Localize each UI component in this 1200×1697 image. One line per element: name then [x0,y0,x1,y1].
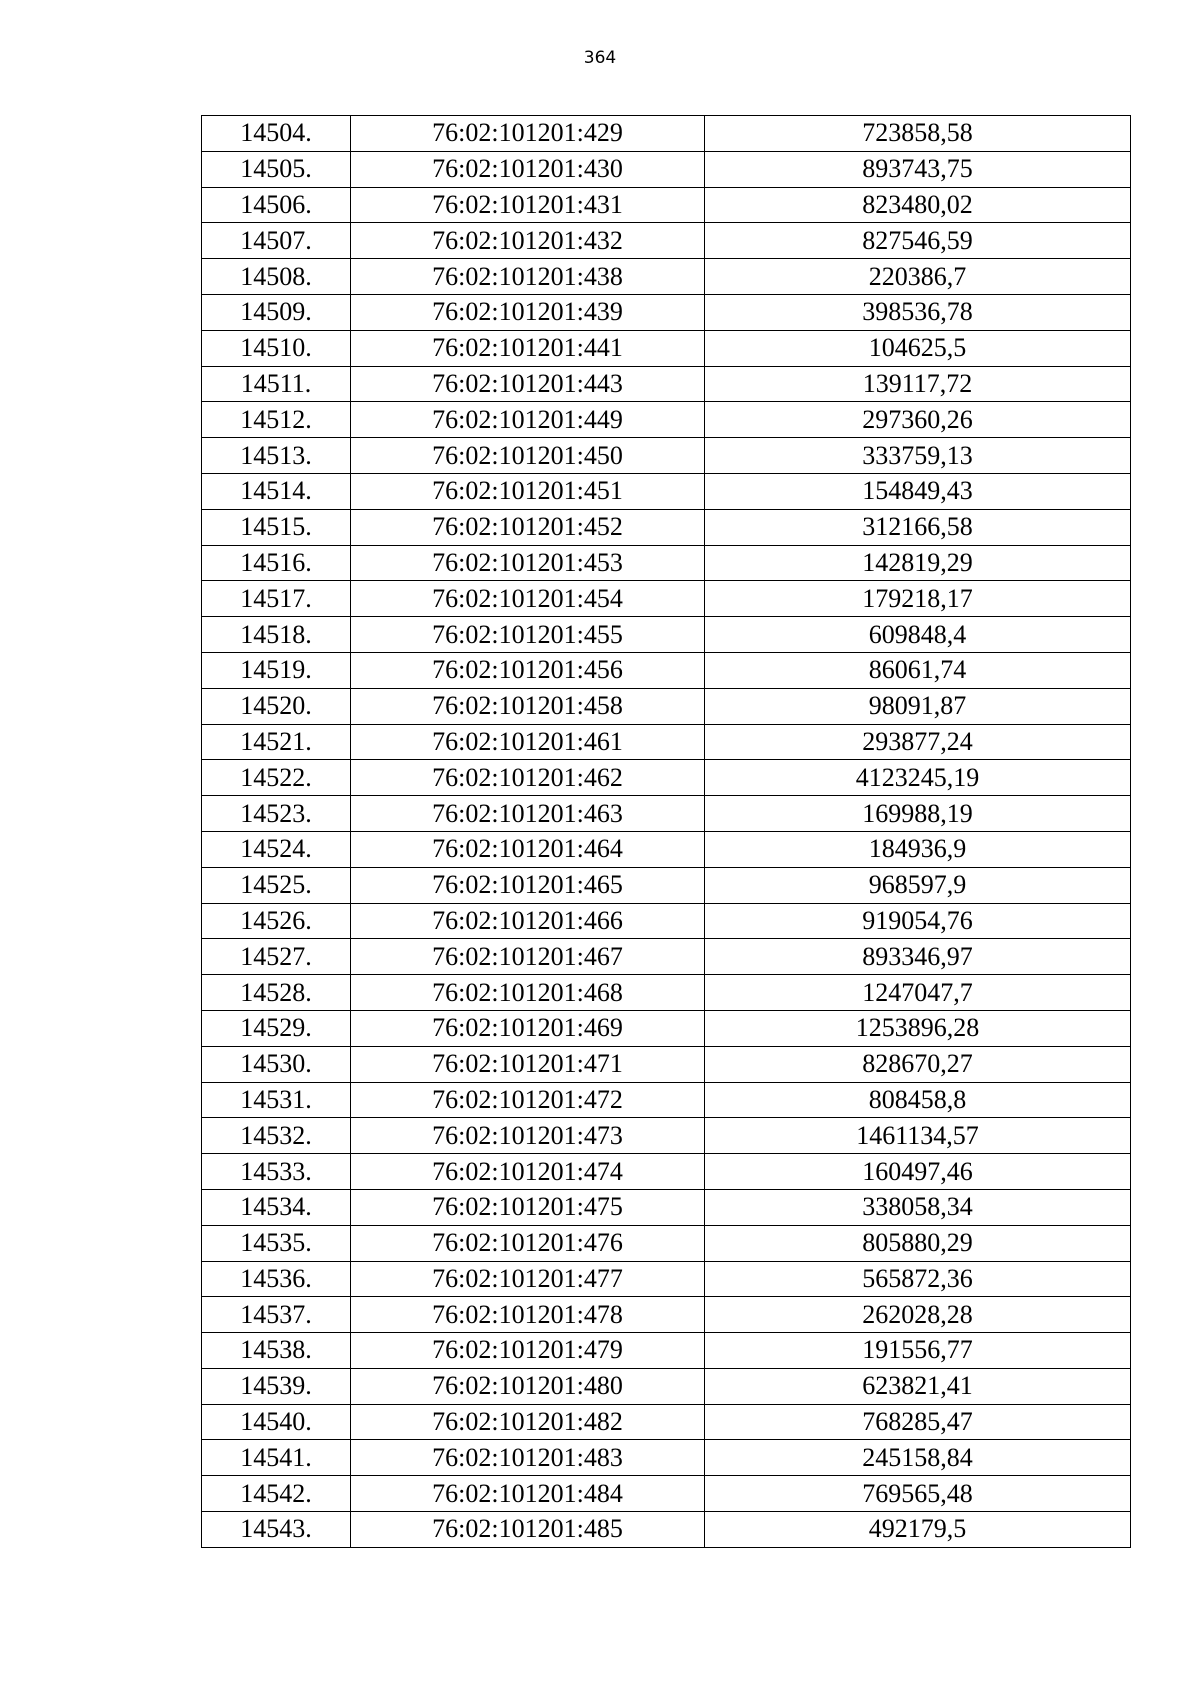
row-number-cell: 14511. [202,366,351,402]
table-row [202,1440,1131,1476]
value-cell: 154849,43 [705,473,1131,509]
table-row [202,867,1131,903]
row-number-cell: 14528. [202,975,351,1011]
value-cell: 297360,26 [705,402,1131,438]
row-number-cell: 14526. [202,903,351,939]
cadastral-number-cell: 76:02:101201:482 [351,1404,705,1440]
cadastral-number-cell: 76:02:101201:458 [351,688,705,724]
cadastral-number-cell: 76:02:101201:455 [351,617,705,653]
table-row [202,724,1131,760]
value-cell: 262028,28 [705,1297,1131,1333]
cadastral-number-cell: 76:02:101201:484 [351,1476,705,1512]
row-number-cell: 14539. [202,1368,351,1404]
cadastral-number-cell: 76:02:101201:478 [351,1297,705,1333]
row-number-cell: 14522. [202,760,351,796]
row-number-cell: 14504. [202,116,351,152]
value-cell: 98091,87 [705,688,1131,724]
table-row [202,1118,1131,1154]
table-row [202,1261,1131,1297]
table-row [202,473,1131,509]
value-cell: 86061,74 [705,652,1131,688]
cadastral-number-cell: 76:02:101201:461 [351,724,705,760]
value-cell: 184936,9 [705,831,1131,867]
cadastral-number-cell: 76:02:101201:439 [351,294,705,330]
cadastral-number-cell: 76:02:101201:485 [351,1512,705,1548]
value-cell: 768285,47 [705,1404,1131,1440]
value-cell: 191556,77 [705,1333,1131,1369]
row-number-cell: 14527. [202,939,351,975]
table-row [202,1476,1131,1512]
row-number-cell: 14512. [202,402,351,438]
cadastral-number-cell: 76:02:101201:483 [351,1440,705,1476]
value-cell: 723858,58 [705,116,1131,152]
row-number-cell: 14509. [202,294,351,330]
value-cell: 919054,76 [705,903,1131,939]
cadastral-number-cell: 76:02:101201:468 [351,975,705,1011]
table-row [202,1189,1131,1225]
table-row [202,402,1131,438]
value-cell: 312166,58 [705,509,1131,545]
value-cell: 1247047,7 [705,975,1131,1011]
table-row [202,939,1131,975]
row-number-cell: 14521. [202,724,351,760]
row-number-cell: 14541. [202,1440,351,1476]
value-cell: 338058,34 [705,1189,1131,1225]
cadastral-number-cell: 76:02:101201:452 [351,509,705,545]
cadastral-number-cell: 76:02:101201:465 [351,867,705,903]
table-row [202,438,1131,474]
value-cell: 609848,4 [705,617,1131,653]
table-row [202,1297,1131,1333]
cadastral-number-cell: 76:02:101201:467 [351,939,705,975]
row-number-cell: 14533. [202,1154,351,1190]
value-cell: 142819,29 [705,545,1131,581]
row-number-cell: 14510. [202,330,351,366]
value-cell: 893346,97 [705,939,1131,975]
table-row [202,688,1131,724]
table-row [202,1333,1131,1369]
cadastral-number-cell: 76:02:101201:451 [351,473,705,509]
row-number-cell: 14531. [202,1082,351,1118]
table-row [202,223,1131,259]
cadastral-number-cell: 76:02:101201:474 [351,1154,705,1190]
table-row [202,903,1131,939]
value-cell: 293877,24 [705,724,1131,760]
value-cell: 828670,27 [705,1046,1131,1082]
cadastral-number-cell: 76:02:101201:479 [351,1333,705,1369]
row-number-cell: 14513. [202,438,351,474]
table-row [202,581,1131,617]
row-number-cell: 14518. [202,617,351,653]
row-number-cell: 14506. [202,187,351,223]
row-number-cell: 14524. [202,831,351,867]
table-row [202,1512,1131,1548]
row-number-cell: 14508. [202,259,351,295]
row-number-cell: 14540. [202,1404,351,1440]
value-cell: 827546,59 [705,223,1131,259]
row-number-cell: 14517. [202,581,351,617]
value-cell: 823480,02 [705,187,1131,223]
cadastral-number-cell: 76:02:101201:429 [351,116,705,152]
cadastral-number-cell: 76:02:101201:464 [351,831,705,867]
table-row [202,366,1131,402]
table-row [202,1010,1131,1046]
cadastral-number-cell: 76:02:101201:443 [351,366,705,402]
cadastral-number-cell: 76:02:101201:441 [351,330,705,366]
cadastral-number-cell: 76:02:101201:432 [351,223,705,259]
row-number-cell: 14516. [202,545,351,581]
row-number-cell: 14542. [202,1476,351,1512]
value-cell: 1461134,57 [705,1118,1131,1154]
cadastral-number-cell: 76:02:101201:463 [351,796,705,832]
row-number-cell: 14507. [202,223,351,259]
row-number-cell: 14530. [202,1046,351,1082]
value-cell: 769565,48 [705,1476,1131,1512]
table-row [202,259,1131,295]
cadastral-number-cell: 76:02:101201:431 [351,187,705,223]
row-number-cell: 14505. [202,151,351,187]
cadastral-number-cell: 76:02:101201:450 [351,438,705,474]
row-number-cell: 14535. [202,1225,351,1261]
value-cell: 220386,7 [705,259,1131,295]
value-cell: 565872,36 [705,1261,1131,1297]
row-number-cell: 14543. [202,1512,351,1548]
row-number-cell: 14529. [202,1010,351,1046]
cadastral-number-cell: 76:02:101201:438 [351,259,705,295]
row-number-cell: 14520. [202,688,351,724]
cadastral-number-cell: 76:02:101201:477 [351,1261,705,1297]
cadastral-number-cell: 76:02:101201:456 [351,652,705,688]
table-row [202,1082,1131,1118]
row-number-cell: 14536. [202,1261,351,1297]
value-cell: 333759,13 [705,438,1131,474]
cadastral-number-cell: 76:02:101201:475 [351,1189,705,1225]
cadastral-number-cell: 76:02:101201:476 [351,1225,705,1261]
table-row [202,831,1131,867]
row-number-cell: 14538. [202,1333,351,1369]
cadastral-number-cell: 76:02:101201:449 [351,402,705,438]
table-row [202,796,1131,832]
row-number-cell: 14523. [202,796,351,832]
page-number: 364 [583,48,617,68]
cadastral-number-cell: 76:02:101201:430 [351,151,705,187]
cadastral-number-cell: 76:02:101201:469 [351,1010,705,1046]
value-cell: 139117,72 [705,366,1131,402]
row-number-cell: 14515. [202,509,351,545]
table-row [202,116,1131,152]
value-cell: 808458,8 [705,1082,1131,1118]
value-cell: 4123245,19 [705,760,1131,796]
value-cell: 893743,75 [705,151,1131,187]
cadastral-number-cell: 76:02:101201:480 [351,1368,705,1404]
value-cell: 169988,19 [705,796,1131,832]
cadastral-number-cell: 76:02:101201:472 [351,1082,705,1118]
table-row [202,652,1131,688]
value-cell: 492179,5 [705,1512,1131,1548]
cadastral-value-table [201,115,1131,1548]
table-row [202,1225,1131,1261]
table-row [202,975,1131,1011]
row-number-cell: 14532. [202,1118,351,1154]
value-cell: 179218,17 [705,581,1131,617]
value-cell: 968597,9 [705,867,1131,903]
table-row [202,1404,1131,1440]
value-cell: 623821,41 [705,1368,1131,1404]
row-number-cell: 14534. [202,1189,351,1225]
value-cell: 160497,46 [705,1154,1131,1190]
table-row [202,1154,1131,1190]
table-row [202,617,1131,653]
table-row [202,330,1131,366]
value-cell: 398536,78 [705,294,1131,330]
row-number-cell: 14514. [202,473,351,509]
value-cell: 104625,5 [705,330,1131,366]
table-row [202,545,1131,581]
row-number-cell: 14537. [202,1297,351,1333]
table-row [202,187,1131,223]
table-row [202,1368,1131,1404]
row-number-cell: 14519. [202,652,351,688]
table-row [202,151,1131,187]
value-cell: 1253896,28 [705,1010,1131,1046]
cadastral-number-cell: 76:02:101201:466 [351,903,705,939]
cadastral-number-cell: 76:02:101201:473 [351,1118,705,1154]
cadastral-number-cell: 76:02:101201:471 [351,1046,705,1082]
table-row [202,1046,1131,1082]
row-number-cell: 14525. [202,867,351,903]
table-row [202,294,1131,330]
table-row [202,760,1131,796]
value-cell: 805880,29 [705,1225,1131,1261]
cadastral-number-cell: 76:02:101201:462 [351,760,705,796]
table-body [202,116,1131,1548]
cadastral-number-cell: 76:02:101201:453 [351,545,705,581]
cadastral-number-cell: 76:02:101201:454 [351,581,705,617]
table-row [202,509,1131,545]
value-cell: 245158,84 [705,1440,1131,1476]
